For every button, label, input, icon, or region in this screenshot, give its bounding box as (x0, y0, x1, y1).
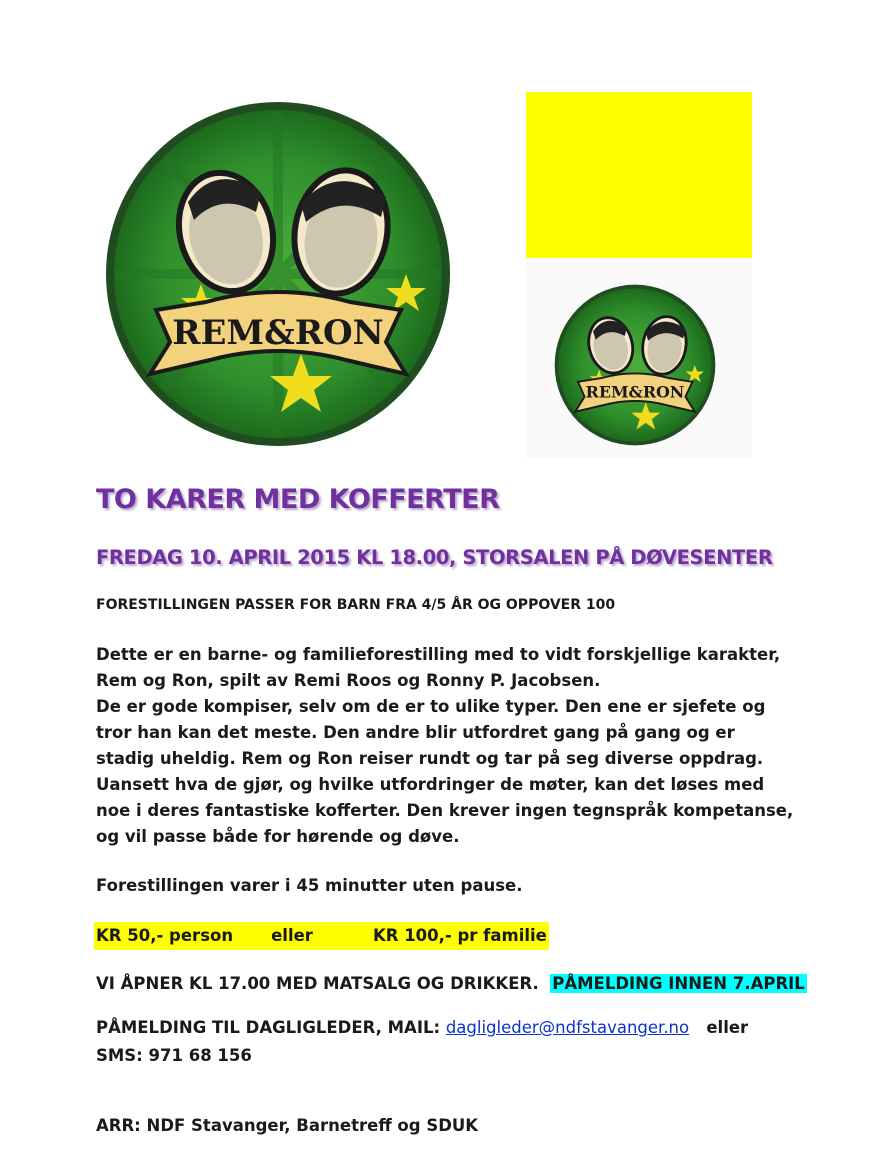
opening-text: VI ÅPNER KL 17.00 MED MATSALG OG DRIKKER. (96, 974, 539, 993)
price-line (94, 922, 549, 950)
page-title: TO KARER MED KOFFERTER (96, 484, 500, 515)
audience-note: FORESTILLINGEN PASSER FOR BARN FRA 4/5 ÅR OG OPPOVER 100 (96, 597, 616, 613)
signup-info (96, 1014, 748, 1070)
email-link[interactable]: dagligleder@ndfstavanger.no (445, 1018, 690, 1037)
organizer: ARR: NDF Stavanger, Barnetreff og SDUK (96, 1116, 479, 1135)
duration: Forestillingen varer i 45 minutter uten pause. (96, 876, 523, 895)
price-person: KR 50,- person (96, 926, 234, 945)
event-date-location: FREDAG 10. APRIL 2015 KL 18.00, STORSALEN PÅ DØVESENTER (96, 546, 773, 569)
yellow-box (526, 92, 752, 258)
description (96, 642, 796, 850)
rem-ron-logo-small (550, 280, 720, 450)
price-family: KR 100,- pr familie (372, 926, 547, 945)
rem-ron-logo (96, 92, 460, 456)
signup-deadline: PÅMELDING INNEN 7.APRIL (552, 974, 805, 993)
logo-small-text: REM&RON (585, 382, 685, 402)
logo-text: REM&RON (172, 313, 384, 353)
signup-prefix: PÅMELDING TIL DAGLIGLEDER, MAIL: (96, 1018, 441, 1037)
description-line-2: De er gode kompiser, selv om de er to ulike typer. Den ene er sjefete og tror han kan det meste. Den andre blir utfordret gang på gang og er stadig uheldig. Rem og Ron reiser rundt og tar på seg diverse oppdrag. Uansett hva de gjør, og hvilke utfordringer de møter, kan det løses med noe i deres fantastiske kofferter. Den krever ingen tegnspråk kompetanse, og vil passe både for hørende og døve. (96, 697, 794, 846)
opening-line (96, 970, 807, 998)
description-line-1: Dette er en barne- og familieforestilling med to vidt forskjellige karakter, Rem og Ron, spilt av Remi Roos og Ronny P. Jacobsen. (96, 645, 781, 690)
signup-or: eller (706, 1018, 749, 1037)
signup-sms: SMS: 971 68 156 (96, 1046, 252, 1065)
price-or: eller (271, 926, 313, 945)
